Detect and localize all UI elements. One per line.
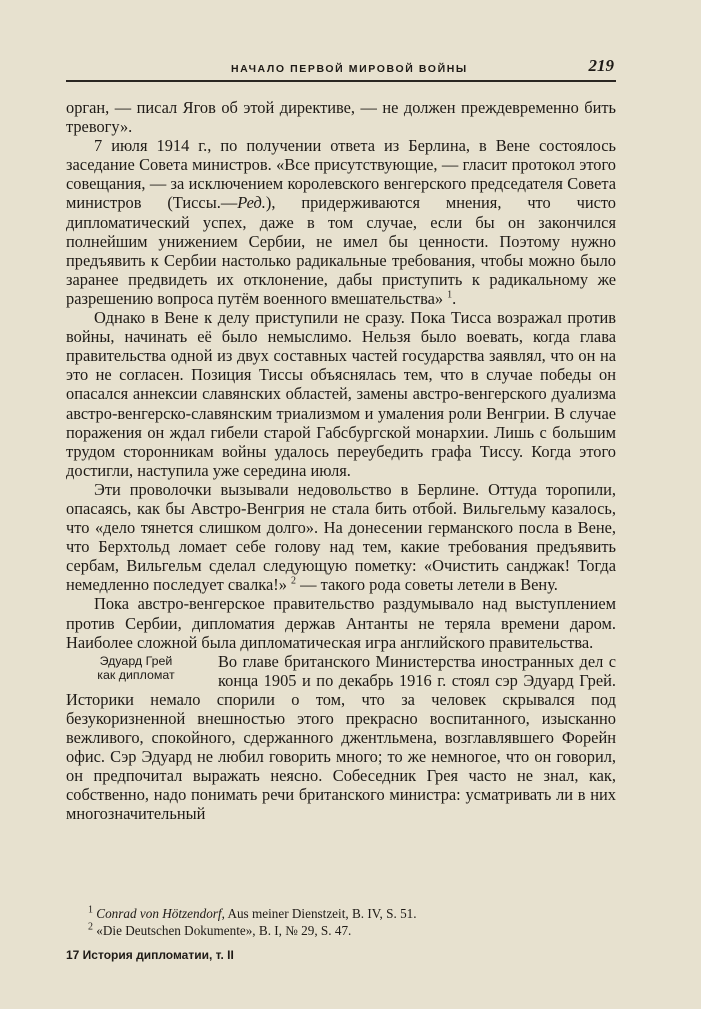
page-footer: 17 История дипломатии, т. II bbox=[66, 948, 234, 962]
paragraph-4 bbox=[66, 480, 616, 595]
footnote-1 bbox=[66, 906, 616, 923]
page-header bbox=[66, 52, 616, 82]
margin-heading-line-1: Эдуард Грей bbox=[99, 653, 173, 668]
footnote-1-author: Conrad von Hötzendorf bbox=[96, 906, 222, 921]
paragraph-4-text-b: — такого рода советы летели в Вену. bbox=[296, 575, 558, 595]
footnote-1-mark: 1 bbox=[88, 904, 93, 916]
paragraph-2-text-a: 7 июля 1914 г., по получении ответа из Берлина, в Вене состоялось заседание Совета министров. «Все присутствующие, — гласит протокол этого совещания, — за исключением королевского венгерского председателя Совета министров (Тиссы.— bbox=[66, 136, 616, 213]
footnote-2 bbox=[66, 923, 616, 940]
paragraph-2-text-b: ), придерживаются мнения, что чисто дипломатический успех, даже в том случае, если бы он закончился полнейшим унижением Сербии, не имел бы ценности. Поэтому нужно предъявить к Сербии настолько радикальные требования, чтобы можно было заранее предвидеть их отклонение, дабы приступить к радикальному же разрешению вопроса путём военного вмешательства» bbox=[66, 193, 617, 308]
footnote-1-text: , Aus meiner Dienstzeit, B. IV, S. 51. bbox=[221, 906, 417, 921]
paragraph-5: Пока австро-венгерское правительство раздумывало над выступлением против Сербии, дипломатия держав Антанты не теряла времени даром. Наиболее сложной была дипломатическая игра английского правительства. bbox=[66, 594, 616, 652]
paragraph-1: орган, — писал Ягов об этой директиве, — не должен преждевременно бить тревогу». bbox=[66, 98, 616, 137]
running-head: НАЧАЛО ПЕРВОЙ МИРОВОЙ ВОЙНЫ bbox=[231, 63, 468, 75]
footnote-ref-1: 1 bbox=[447, 289, 453, 301]
footnote-2-text: «Die Deutschen Dokumente», B. I, № 29, S. 47. bbox=[96, 922, 352, 938]
footnotes bbox=[66, 906, 616, 939]
paragraph-6: Во главе британского Министерства иностранных дел с конца 1905 и по декабрь 1916 г. стоял сэр Эдуард Грей. Историки немало спорили о том, что за человек скрывался под безукоризненной внешностью этого прекрасно воспитанного, изысканно вежливого, спокойного, сдержанного джентльмена, возглавлявшего Форейн офис. Сэр Эдуард не любил говорить много; то же немногое, что он говорил, он предпочитал выражать неясно. Собеседник Грея часто не знал, как, собственно, надо понимать речи британского министра: усматривать ли в них многозначительный bbox=[66, 651, 616, 824]
footnote-2-mark: 2 bbox=[88, 921, 93, 933]
footnote-ref-2: 2 bbox=[291, 575, 296, 587]
editor-note: Ред. bbox=[237, 193, 266, 213]
main-text bbox=[66, 98, 616, 824]
paragraph-4-text-a: Эти проволочки вызывали недовольство в Берлине. Оттуда торопили, опасаясь, как бы Австро-Венгрия не стала бить отбой. Вильгельму казалось, что «дело тянется слишком долго». На донесении германского посла в Вене, что Берхтольд ломает себе голову над тем, какие требования предъявить сербам, Вильгельм сделал следующую пометку: «Очистить санджак! Тогда немедленно последует свалка!» bbox=[66, 479, 616, 595]
margin-heading-line-2: как дипломат bbox=[97, 667, 175, 682]
paragraph-2 bbox=[66, 136, 616, 308]
page-number: 219 bbox=[588, 56, 614, 75]
margin-heading bbox=[66, 654, 206, 682]
paragraph-3: Однако в Вене к делу приступили не сразу. Пока Тисса возражал против войны, начинать её было немыслимо. Нельзя было воевать, когда глава правительства одной из двух составных частей государства заявлял, что он на это не согласен. Позиция Тиссы объяснялась тем, что в случае победы он опасался аннексии славянских областей, замены австро-венгерского дуализма австро-венгерско-славянским триализмом и умаления роли Венгрии. В случае поражения он ждал гибели старой Габсбургской монархии. Лишь с большим трудом сторонникам войны удалось переубедить графа Тиссу. Когда этого достигли, наступила уже середина июля. bbox=[66, 308, 616, 480]
paragraph-2-end: . bbox=[452, 288, 457, 308]
